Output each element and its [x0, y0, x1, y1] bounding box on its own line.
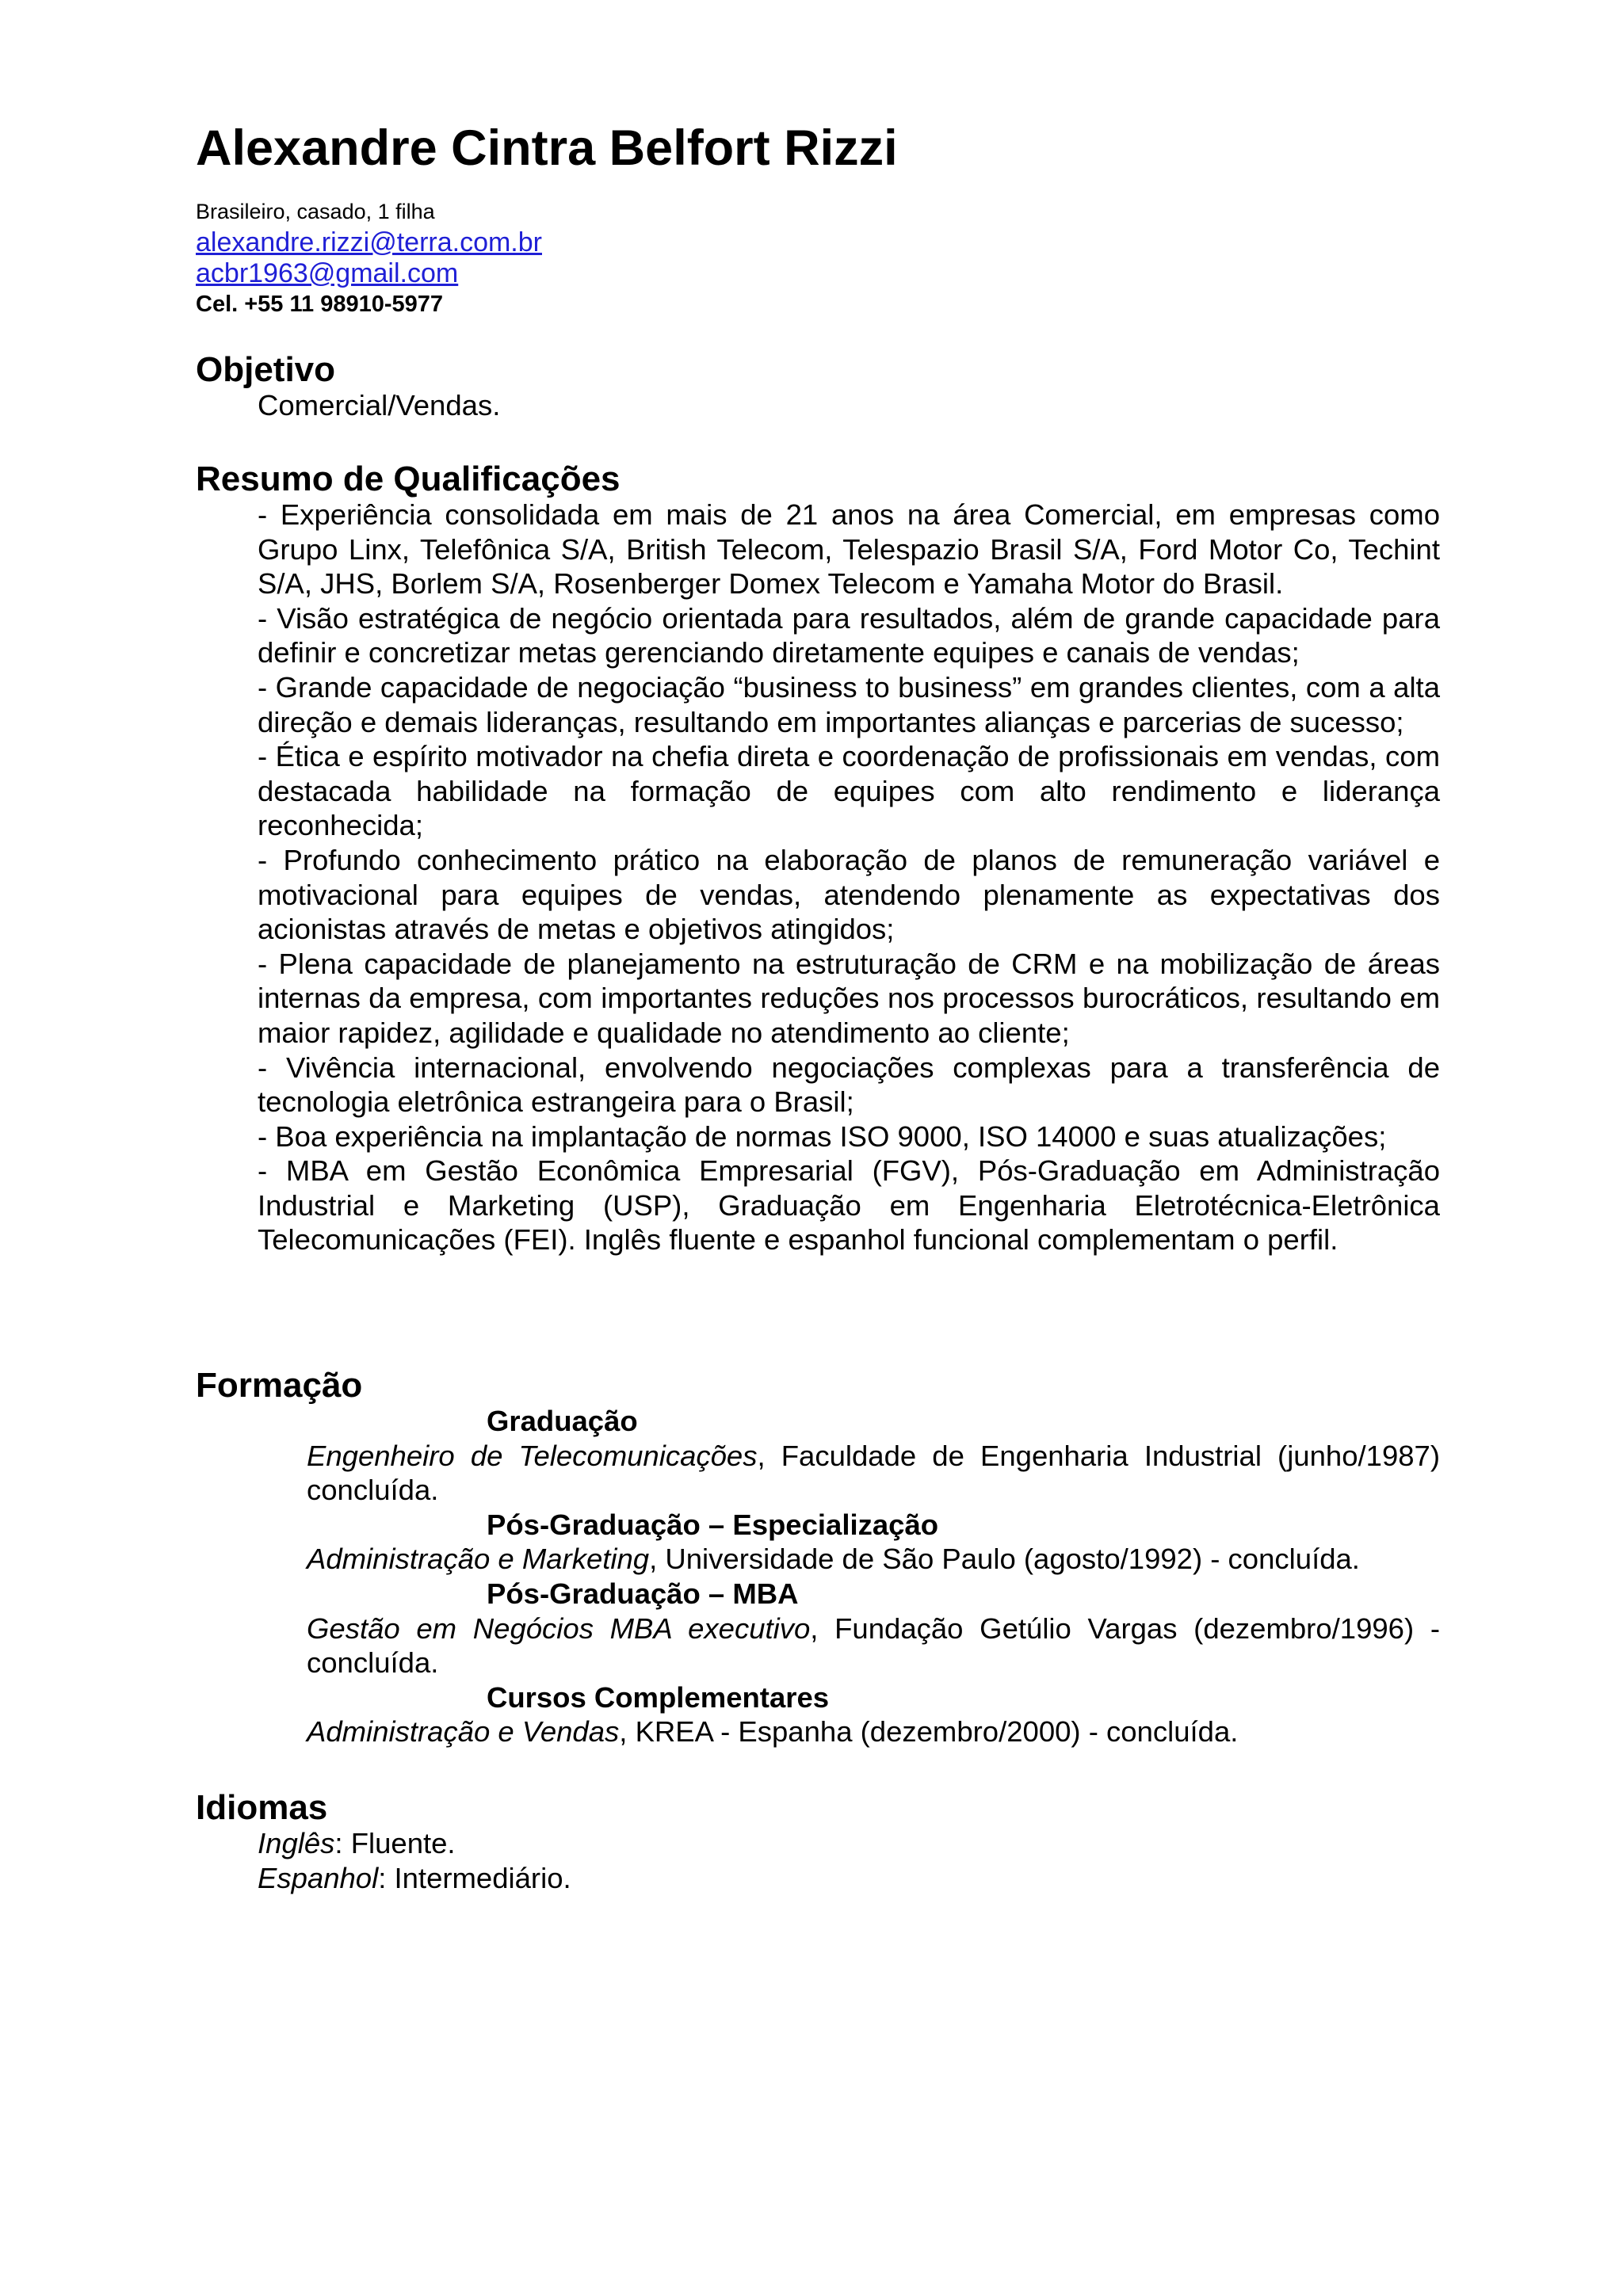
language-name: Inglês — [258, 1827, 335, 1859]
education-details: , KREA - Espanha (dezembro/2000) - concluída. — [619, 1715, 1239, 1749]
qualification-item: - Plena capacidade de planejamento na estruturação de CRM e na mobilização de áreas internas da empresa, com importantes reduções nos processos burocráticos, resultando em maior rapidez, agilidade e qualidade no atendimento ao cliente; — [258, 947, 1440, 1049]
language-item-spanish — [258, 1861, 571, 1896]
phone-number: Cel. +55 11 98910-5977 — [196, 292, 444, 317]
education-title: Pós-Graduação – Especialização — [487, 1508, 939, 1541]
qualification-item: - Experiência consolidada em mais de 21 anos na área Comercial, em empresas como Grupo Linx, Telefônica S/A, British Telecom, Telespazio Brasil S/A, Ford Motor Co, Techint S/A, JHS, Borlem S/A, Rosenberger Domex Telecom e Yamaha Motor do Brasil. — [258, 498, 1440, 601]
qualification-item: - Boa experiência na implantação de normas ISO 9000, ISO 14000 e suas atualizações; — [258, 1119, 1387, 1153]
email-link-gmail[interactable]: acbr1963@gmail.com — [196, 258, 459, 288]
education-item-mba — [307, 1577, 1440, 1680]
email-link-terra[interactable]: alexandre.rizzi@terra.com.br — [196, 227, 542, 257]
qualification-item: - MBA em Gestão Econômica Empresarial (FGV), Pós-Graduação em Administração Industrial e Marketing (USP), Graduação em Engenharia Eletrotécnica-Eletrônica Telecomunicações (FEI). Inglês fluente e espanhol funcional complementam o perfil. — [258, 1154, 1440, 1257]
education-title: Pós-Graduação – MBA — [487, 1577, 799, 1610]
qualification-item: - Profundo conhecimento prático na elaboração de planos de remuneração variável e motivacional para equipes de vendas, atendendo plenamente as expectativas dos acionistas através de metas e objetivos atingidos; — [258, 843, 1440, 946]
education-description — [307, 1714, 1440, 1749]
education-details: , Fundação Getúlio Vargas (dezembro/1996) - concluída. — [307, 1611, 1440, 1680]
objective-text: Comercial/Vendas. — [258, 389, 501, 421]
education-item-courses — [307, 1680, 1440, 1749]
qualification-item: - Vivência internacional, envolvendo negociações complexas para a transferência de tecnologia eletrônica estrangeira para o Brasil; — [258, 1051, 1440, 1119]
languages-list — [258, 1826, 571, 1895]
education-description — [307, 1611, 1440, 1680]
language-level: : Fluente. — [334, 1827, 456, 1859]
qualification-item: - Visão estratégica de negócio orientada para resultados, além de grande capacidade para definir e concretizar metas gerenciando diretamente equipes e canais de vendas; — [258, 601, 1440, 669]
language-item-english — [258, 1826, 571, 1861]
candidate-name: Alexandre Cintra Belfort Rizzi — [196, 120, 898, 176]
education-item-graduation — [307, 1404, 1440, 1508]
education-course: Engenheiro de Telecomunicações — [307, 1439, 758, 1472]
education-title: Cursos Complementares — [487, 1680, 830, 1714]
education-item-specialization — [307, 1508, 1440, 1577]
education-list — [307, 1404, 1440, 1749]
qualifications-heading: Resumo de Qualificações — [196, 460, 621, 498]
language-name: Espanhol — [258, 1861, 379, 1894]
qualifications-list — [258, 498, 1440, 1257]
education-title: Graduação — [487, 1405, 638, 1437]
education-course: Administração e Marketing — [307, 1543, 650, 1576]
education-details: , Faculdade de Engenharia Industrial (junho/1987) concluída. — [307, 1439, 1440, 1507]
education-description — [307, 1542, 1440, 1577]
education-course: Administração e Vendas — [307, 1715, 620, 1749]
language-level: : Intermediário. — [378, 1861, 571, 1894]
education-details: , Universidade de São Paulo (agosto/1992) - concluída. — [649, 1543, 1360, 1576]
qualification-item: - Ética e espírito motivador na chefia direta e coordenação de profissionais em vendas, com destacada habilidade na formação de equipes com alto rendimento e liderança reconhecida; — [258, 740, 1440, 842]
languages-heading: Idiomas — [196, 1788, 328, 1827]
contact-block — [196, 196, 1464, 320]
education-course: Gestão em Negócios MBA executivo — [307, 1611, 811, 1645]
objective-heading: Objetivo — [196, 350, 336, 389]
personal-info: Brasileiro, casado, 1 filha — [196, 200, 435, 223]
education-heading: Formação — [196, 1366, 363, 1405]
qualification-item: - Grande capacidade de negociação “business to business” em grandes clientes, com a alta direção e demais lideranças, resultando em importantes alianças e parcerias de sucesso; — [258, 670, 1440, 738]
education-description — [307, 1439, 1440, 1508]
